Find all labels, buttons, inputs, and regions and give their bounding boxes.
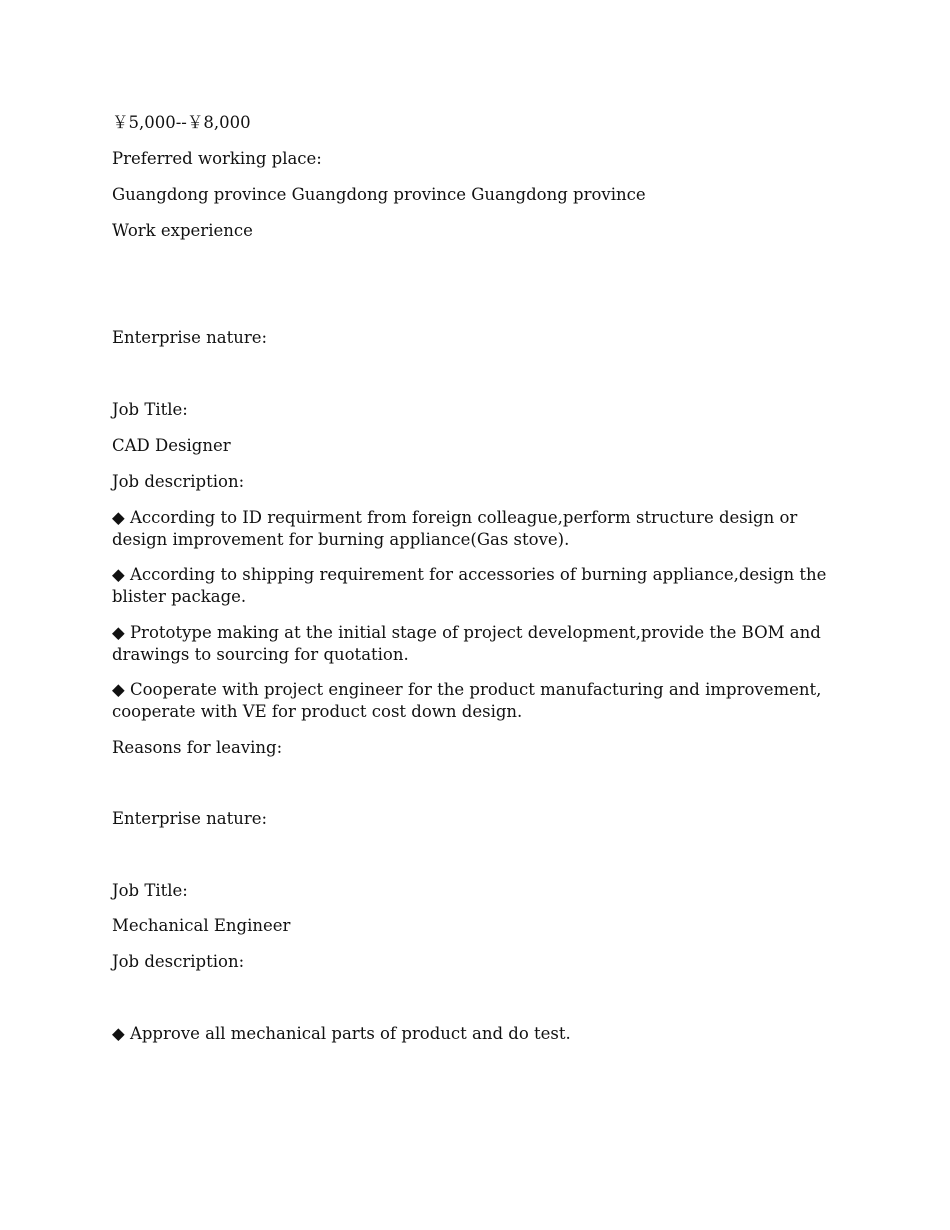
salary-range: ￥5,000--￥8,000	[112, 113, 251, 132]
job-1-reasons-for-leaving-label: Reasons for leaving:	[112, 738, 283, 757]
job-1-duty-text: Prototype making at the initial stage of project development,provide the BOM and drawings to sourcing for quotation.	[112, 623, 821, 664]
job-1-enterprise-nature-label: Enterprise nature:	[112, 328, 268, 347]
preferred-place-label: Preferred working place:	[112, 149, 322, 168]
job-1-duty	[112, 622, 832, 666]
diamond-bullet-icon: ◆	[112, 680, 125, 699]
job-1-duty	[112, 679, 832, 723]
diamond-bullet-icon: ◆	[112, 565, 125, 584]
job-2-duty-text: Approve all mechanical parts of product and do test.	[129, 1024, 571, 1043]
diamond-bullet-icon: ◆	[112, 1024, 125, 1043]
job-2-title: Mechanical Engineer	[112, 916, 291, 935]
job-2-description-label: Job description:	[112, 952, 245, 971]
diamond-bullet-icon: ◆	[112, 623, 125, 642]
job-1-duty-text: According to ID requirment from foreign colleague,perform structure design or design improvement for burning appliance(Gas stove).	[112, 508, 798, 549]
job-1-description-label: Job description:	[112, 472, 245, 491]
job-1-duty	[112, 507, 832, 551]
job-1-title-label: Job Title:	[112, 400, 188, 419]
diamond-bullet-icon: ◆	[112, 508, 125, 527]
job-2-enterprise-nature-label: Enterprise nature:	[112, 809, 268, 828]
job-2-duty	[112, 1023, 832, 1045]
job-1-duty-text: According to shipping requirement for accessories of burning appliance,design the blister package.	[112, 565, 827, 606]
work-experience-heading: Work experience	[112, 221, 253, 240]
job-1-title: CAD Designer	[112, 436, 231, 455]
job-1-duty-text: Cooperate with project engineer for the product manufacturing and improvement, cooperate with VE for product cost down design.	[112, 680, 822, 721]
job-2-title-label: Job Title:	[112, 881, 188, 900]
preferred-places: Guangdong province Guangdong province Guangdong province	[112, 185, 646, 204]
job-1-duty	[112, 564, 832, 608]
